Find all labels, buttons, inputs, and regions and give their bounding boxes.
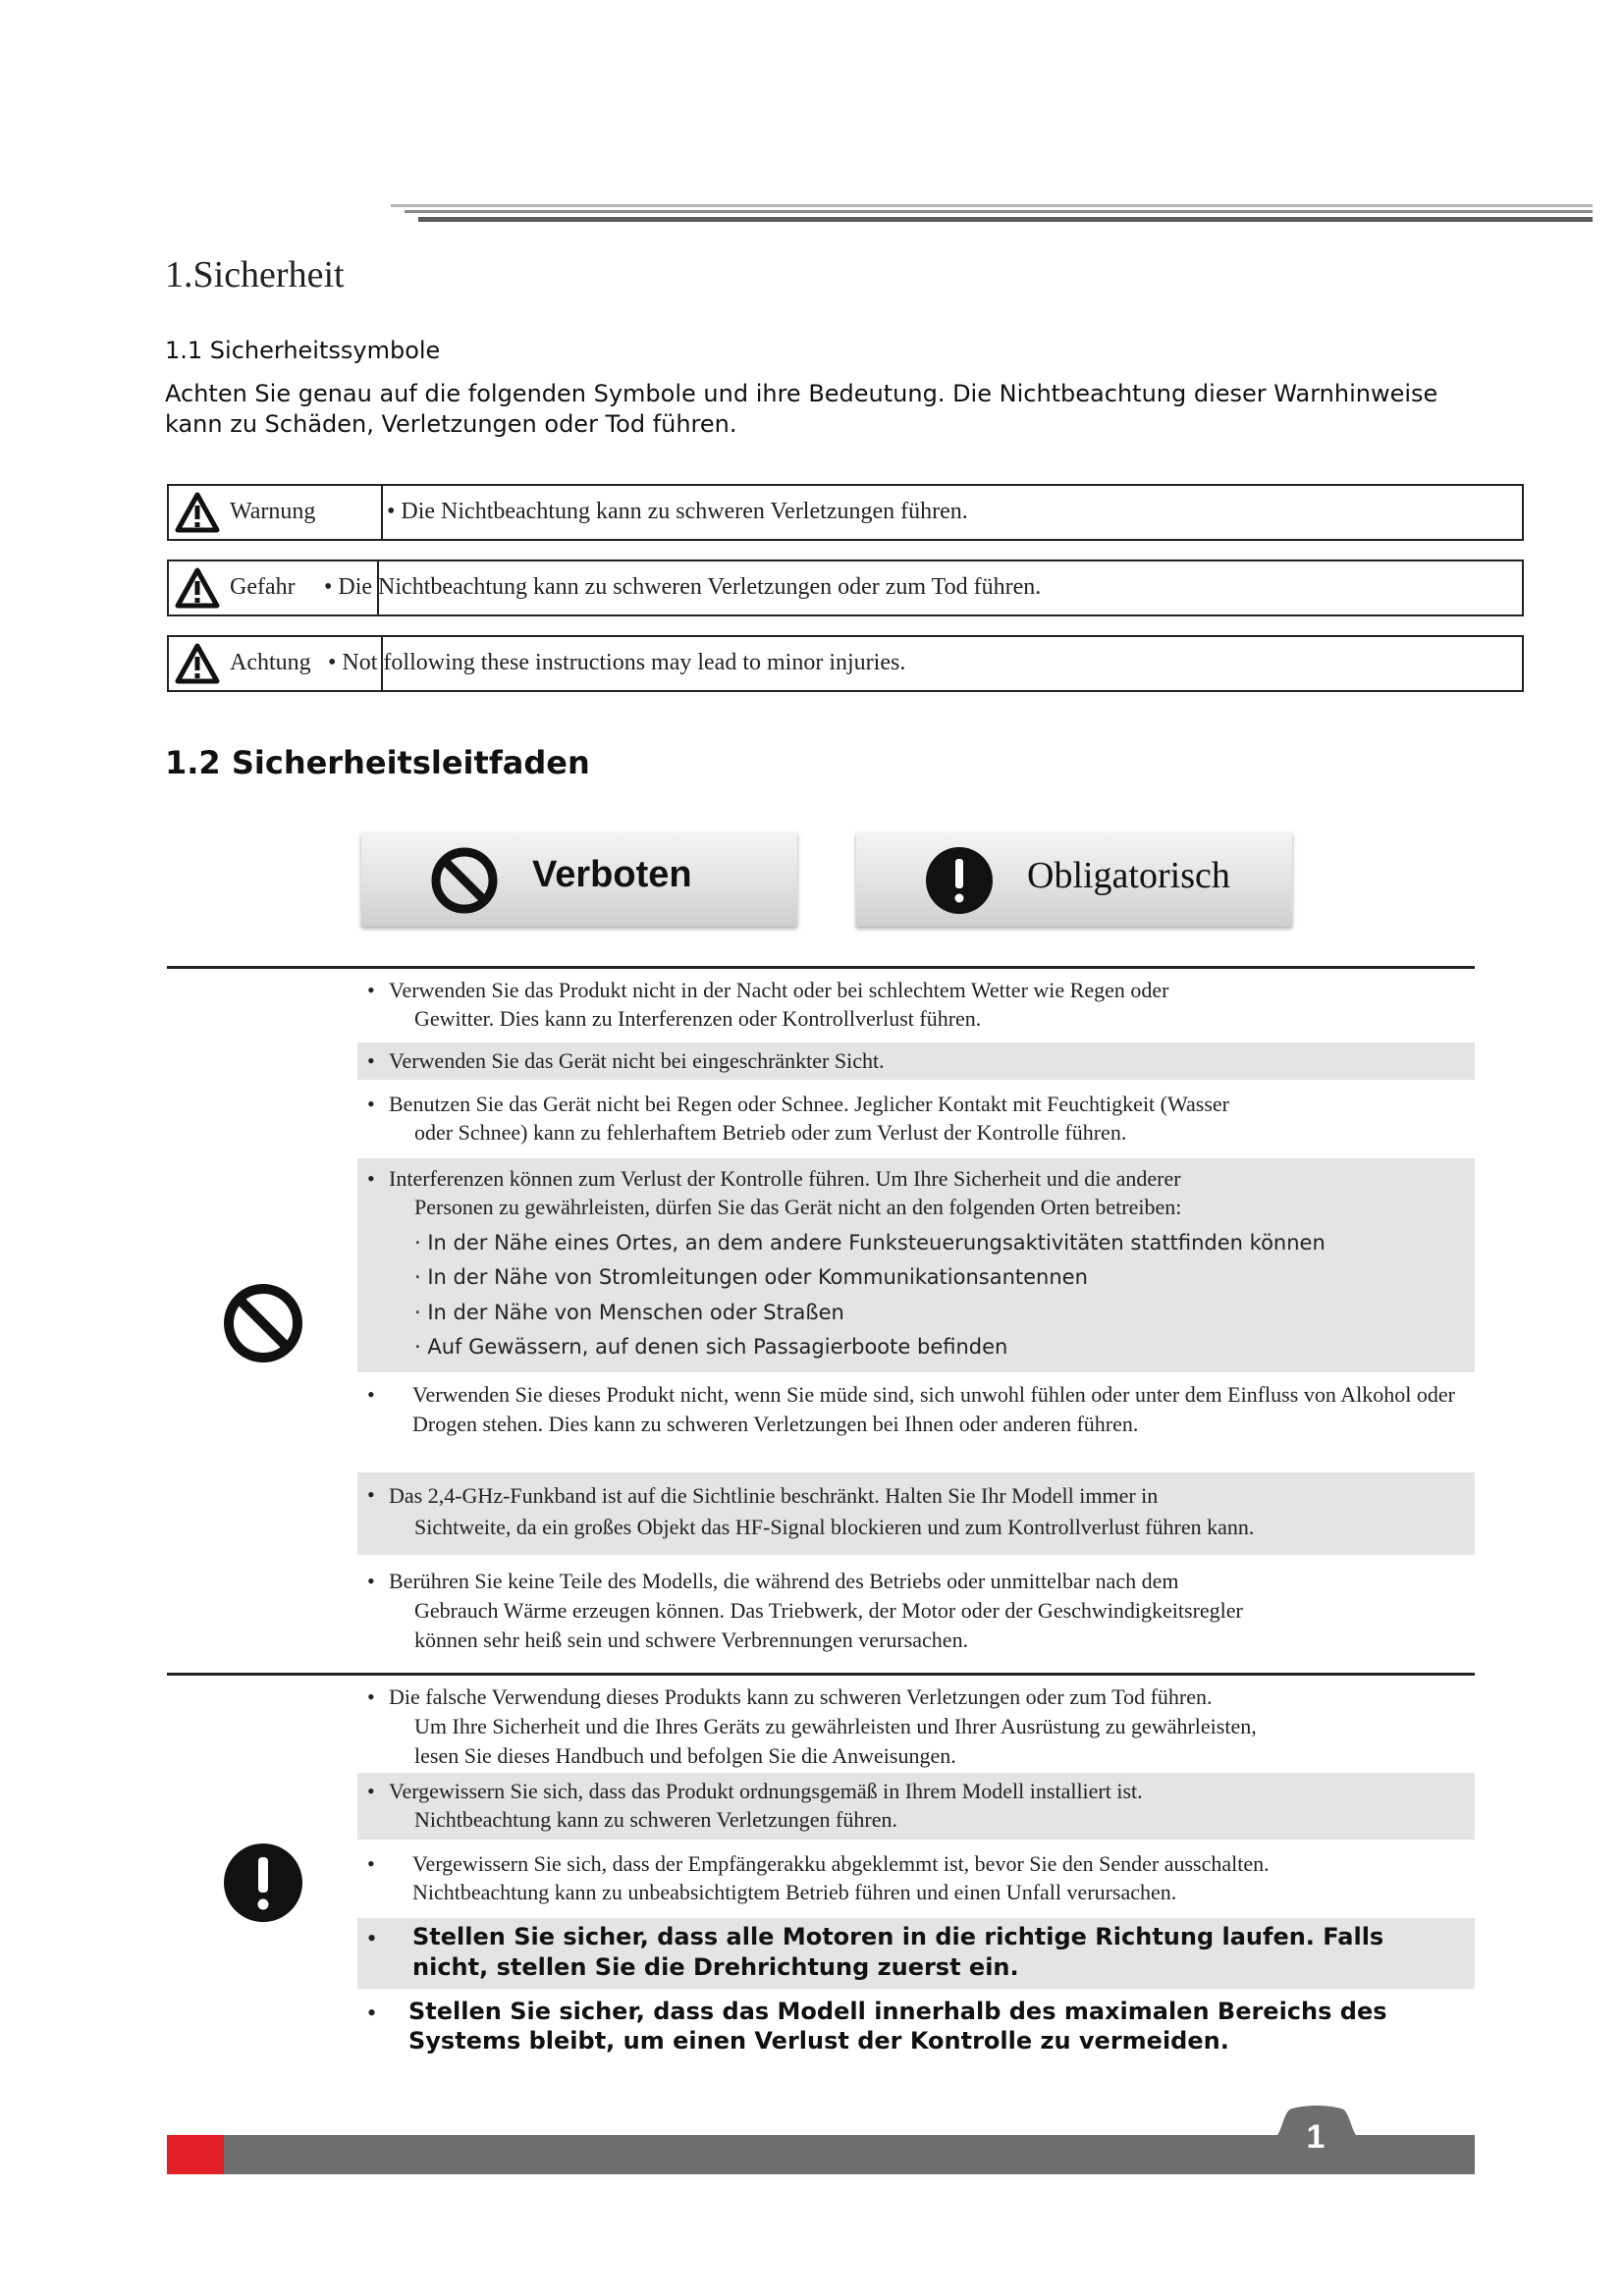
- item-line: Verwenden Sie das Produkt nicht in der Nacht oder bei schlechtem Wetter wie Regen oder: [389, 978, 1169, 1002]
- bullet: •: [367, 1482, 375, 1507]
- forbidden-item: [357, 1472, 1475, 1555]
- bullet: •: [367, 1779, 375, 1803]
- footer-accent: [167, 2135, 224, 2174]
- symbol-row-warnung: [167, 484, 1524, 541]
- mandatory-item: [357, 1845, 1475, 1910]
- item-line: Vergewissern Sie sich, dass das Produkt ordnungsgemäß in Ihrem Modell installiert ist.: [389, 1779, 1143, 1803]
- bullet: •: [367, 1092, 375, 1116]
- subsection-title-guide: 1.2 Sicherheitsleitfaden: [165, 744, 590, 781]
- item-line: oder Schnee) kann zu fehlerhaftem Betrieb oder zum Verlust der Kontrolle führen.: [414, 1120, 1127, 1145]
- item-line: Interferenzen können zum Verlust der Kontrolle führen. Um Ihre Sicherheit und die anderer: [389, 1166, 1181, 1191]
- prohibited-icon: [222, 1282, 304, 1364]
- item-line: Das 2,4-GHz-Funkband ist auf die Sichtlinie beschränkt. Halten Sie Ihr Modell immer in: [389, 1483, 1159, 1508]
- section-rule: [167, 1673, 1475, 1676]
- prohibited-icon: [430, 846, 499, 915]
- forbidden-tile: [361, 832, 797, 927]
- item-line: lesen Sie dieses Handbuch und befolgen Sie die Anweisungen.: [414, 1743, 956, 1768]
- warning-triangle-icon: [175, 567, 220, 609]
- item-line: Sichtweite, da ein großes Objekt das HF-Signal blockieren und zum Kontrollverlust führen kann.: [414, 1515, 1255, 1539]
- sub-list-item: · Auf Gewässern, auf denen sich Passagierboote befinden: [414, 1335, 1008, 1359]
- bullet: •: [367, 1048, 375, 1073]
- subsection-title-symbols: 1.1 Sicherheitssymbole: [165, 337, 441, 364]
- symbol-label: Achtung: [230, 650, 311, 675]
- symbol-row-achtung: [167, 635, 1524, 692]
- symbol-row-gefahr: [167, 560, 1524, 616]
- item-text: Verwenden Sie dieses Produkt nicht, wenn Sie müde sind, sich unwohl fühlen oder unter dem Einfluss von Alkohol oder Drogen stehen. Dies kann zu schweren Verletzungen bei Ihnen oder anderen führen.: [412, 1382, 1455, 1436]
- symbol-text: • Die Nichtbeachtung kann zu schweren Verletzungen führen.: [387, 499, 968, 524]
- symbol-divider: [381, 486, 383, 539]
- item-line: Personen zu gewährleisten, dürfen Sie das Gerät nicht an den folgenden Orten betreiben:: [414, 1195, 1182, 1219]
- exclamation-circle-icon: [925, 846, 994, 915]
- item-line: Verwenden Sie das Gerät nicht bei eingeschränkter Sicht.: [389, 1048, 885, 1073]
- forbidden-item: [357, 1158, 1475, 1372]
- bullet: •: [367, 1569, 375, 1593]
- warning-triangle-icon: [175, 643, 220, 684]
- item-line: Gebrauch Wärme erzeugen können. Das Triebwerk, der Motor oder der Geschwindigkeitsregler: [414, 1598, 1243, 1623]
- bullet: •: [367, 1166, 375, 1191]
- forbidden-item: [357, 1086, 1475, 1148]
- bullet: •: [367, 1924, 377, 1952]
- item-text: Stellen Sie sicher, dass alle Motoren in die richtige Richtung laufen. Falls nicht, stellen Sie die Drehrichtung zuerst ein.: [412, 1923, 1384, 1981]
- warning-triangle-icon: [175, 492, 220, 533]
- item-line: können sehr heiß sein und schwere Verbrennungen verursachen.: [414, 1628, 969, 1652]
- sub-list-item: · In der Nähe von Menschen oder Straßen: [414, 1301, 844, 1324]
- item-line: Vergewissern Sie sich, dass der Empfängerakku abgeklemmt ist, bevor Sie den Sender ausschalten.: [412, 1851, 1270, 1876]
- sub-list-item: · In der Nähe eines Ortes, an dem andere Funksteuerungsaktivitäten stattfinden können: [414, 1231, 1326, 1255]
- page-title: 1.Sicherheit: [165, 254, 345, 295]
- bullet: •: [367, 978, 375, 1002]
- section-rule: [167, 966, 1475, 969]
- exclamation-circle-icon: [222, 1842, 304, 1924]
- bullet: •: [367, 1851, 375, 1876]
- item-text: Stellen Sie sicher, dass das Modell innerhalb des maximalen Bereichs des Systems bleibt, um einen Verlust der Kontrolle zu vermeiden.: [408, 1998, 1387, 2055]
- sub-list-item: · In der Nähe von Stromleitungen oder Kommunikationsantennen: [414, 1265, 1088, 1289]
- bullet: •: [367, 1999, 377, 2027]
- forbidden-label: Verboten: [532, 854, 692, 895]
- intro-paragraph: Achten Sie genau auf die folgenden Symbole und ihre Bedeutung. Die Nichtbeachtung dieser Warnhinweise kann zu Schäden, Verletzungen oder Tod führen.: [165, 380, 1438, 438]
- page-number: 1: [1306, 2118, 1326, 2156]
- item-line: Die falsche Verwendung dieses Produkts kann zu schweren Verletzungen oder zum Tod führen.: [389, 1684, 1213, 1709]
- mandatory-item: [357, 1918, 1475, 1989]
- bullet: •: [367, 1684, 375, 1709]
- bullet: •: [367, 1382, 375, 1407]
- mandatory-tile: [856, 832, 1292, 927]
- forbidden-item: [357, 972, 1475, 1035]
- mandatory-label: Obligatorisch: [1027, 855, 1230, 896]
- item-line: Nichtbeachtung kann zu unbeabsichtigtem Betrieb führen und einen Unfall verursachen.: [412, 1880, 1177, 1904]
- forbidden-item: [357, 1042, 1475, 1080]
- mandatory-item: [357, 1773, 1475, 1840]
- item-line: Berühren Sie keine Teile des Modells, die während des Betriebs oder unmittelbar nach dem: [389, 1569, 1179, 1593]
- symbol-label: Gefahr: [230, 574, 296, 600]
- item-line: Gewitter. Dies kann zu Interferenzen oder Kontrollverlust führen.: [414, 1006, 982, 1031]
- mandatory-item: [357, 1993, 1475, 2061]
- forbidden-item: [357, 1563, 1475, 1657]
- symbol-label: Warnung: [230, 499, 316, 524]
- forbidden-item: [357, 1378, 1475, 1468]
- symbol-text: • Not following these instructions may lead to minor injuries.: [328, 650, 906, 675]
- symbol-text: • Die Nichtbeachtung kann zu schweren Verletzungen oder zum Tod führen.: [324, 574, 1042, 600]
- item-line: Benutzen Sie das Gerät nicht bei Regen oder Schnee. Jeglicher Kontakt mit Feuchtigkeit (Wasser: [389, 1092, 1229, 1116]
- item-line: Nichtbeachtung kann zu schweren Verletzungen führen.: [414, 1807, 897, 1832]
- mandatory-item: [357, 1679, 1475, 1771]
- item-line: Um Ihre Sicherheit und die Ihres Geräts zu gewährleisten und Ihrer Ausrüstung zu gewährleisten,: [414, 1714, 1257, 1738]
